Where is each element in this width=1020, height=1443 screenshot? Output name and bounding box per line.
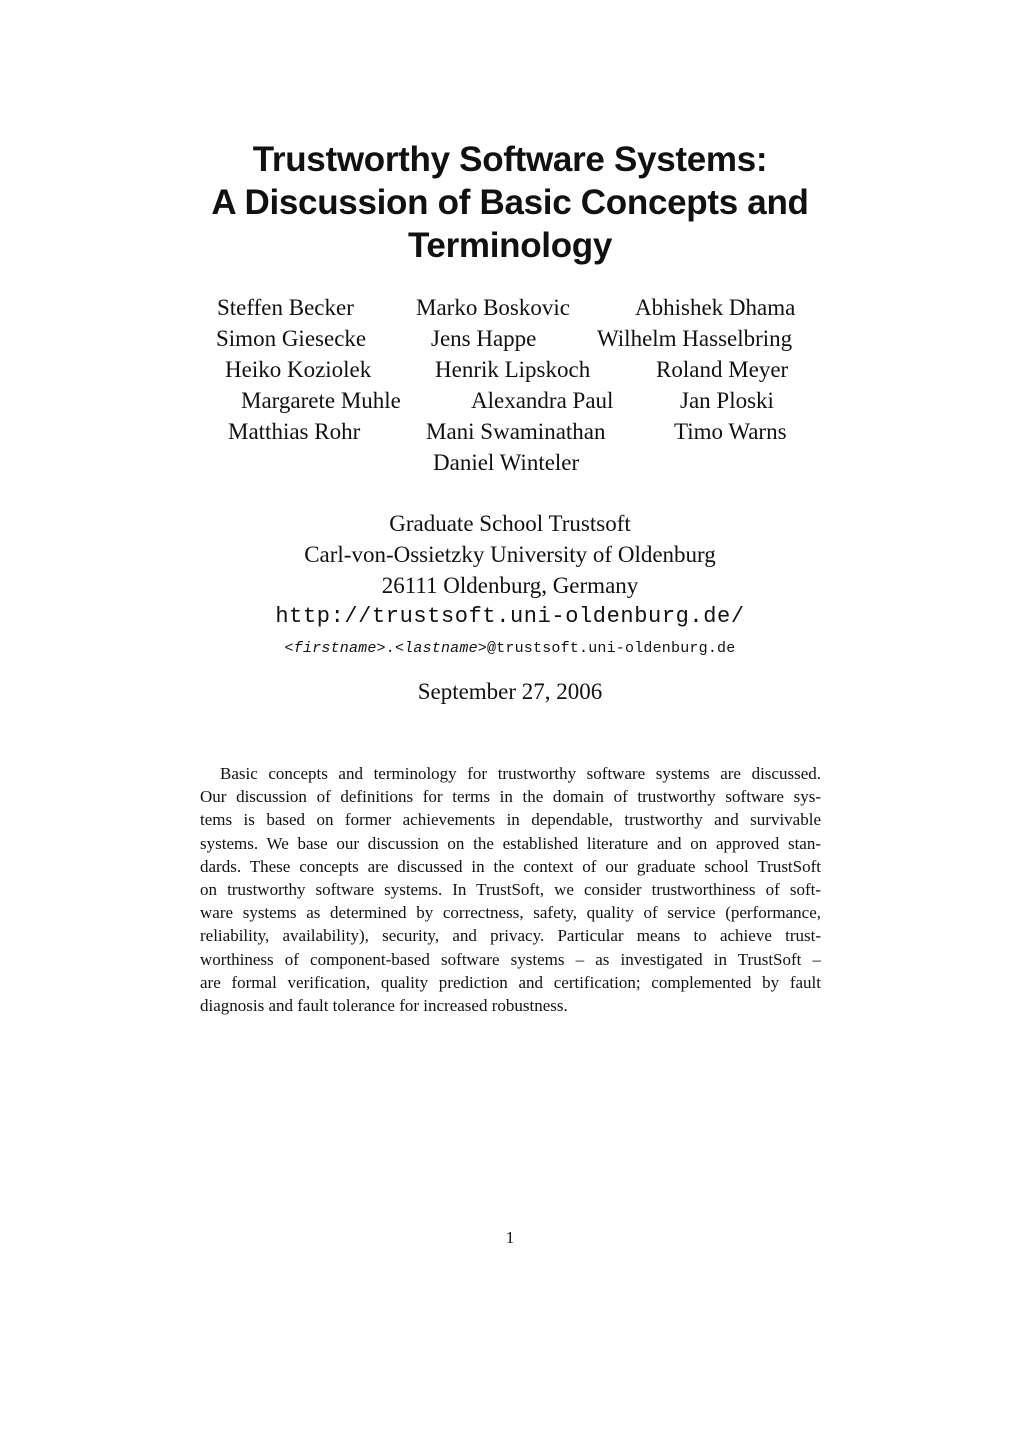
author: Abhishek Dhama — [635, 295, 796, 320]
affiliation-block — [0, 508, 1020, 665]
author: Marko Boskovic — [416, 295, 570, 320]
school-name: Graduate School Trustsoft — [389, 511, 631, 536]
author: Matthias Rohr — [228, 419, 361, 444]
author: Heiko Koziolek — [225, 357, 372, 382]
author: Jens Happe — [431, 326, 537, 351]
abstract-line: are formal verification, quality prediction and certification; complemented by fault — [200, 972, 821, 992]
postal-address: 26111 Oldenburg, Germany — [381, 573, 639, 598]
author: Alexandra Paul — [471, 388, 614, 413]
abstract-line: worthiness of component-based software systems – as investigated in TrustSoft – — [200, 949, 821, 969]
author: Jan Ploski — [680, 388, 774, 413]
author: Wilhelm Hasselbring — [597, 326, 793, 351]
author: Mani Swaminathan — [426, 419, 606, 444]
author-row — [0, 416, 1020, 447]
title-line-3: Terminology — [407, 226, 613, 265]
email-dot: . — [385, 640, 395, 657]
author: Daniel Winteler — [433, 450, 580, 475]
email-lastname: <lastname> — [394, 640, 487, 657]
abstract-line: tems is based on former achievements in dependable, trustworthy and survivable — [200, 810, 821, 830]
email-firstname: <firstname> — [284, 640, 386, 657]
abstract-line: diagnosis and fault tolerance for increased robustness. — [200, 995, 568, 1015]
abstract-line: reliability, availability), security, and privacy. Particular means to achieve trust- — [200, 926, 821, 946]
abstract-line: dards. These concepts are discussed in the context of our graduate school TrustSoft — [200, 856, 821, 876]
university-name: Carl-von-Ossietzky University of Oldenburg — [304, 542, 716, 567]
author: Simon Giesecke — [216, 326, 367, 351]
email-domain: @trustsoft.uni-oldenburg.de — [486, 640, 736, 657]
author-row — [0, 323, 1020, 354]
abstract-line: ware systems as determined by correctness, safety, quality of service (performance, — [200, 903, 821, 923]
abstract-line: Basic concepts and terminology for trustworthy software systems are discussed. — [220, 764, 821, 783]
abstract-line: Our discussion of definitions for terms in the domain of trustworthy software sys- — [200, 787, 821, 807]
abstract — [200, 762, 821, 1017]
paper-title — [0, 138, 1020, 267]
website-url[interactable]: http://trustsoft.uni-oldenburg.de/ — [275, 604, 745, 629]
author-row — [0, 354, 1020, 385]
author: Steffen Becker — [217, 295, 354, 320]
abstract-line: systems. We base our discussion on the established literature and on approved stan- — [200, 833, 821, 853]
author: Henrik Lipskoch — [435, 357, 591, 382]
author-list — [0, 292, 1020, 478]
abstract-line: on trustworthy software systems. In TrustSoft, we consider trustworthiness of soft- — [200, 879, 821, 899]
author: Margarete Muhle — [241, 388, 401, 413]
email-pattern — [0, 632, 1020, 665]
title-line-1: Trustworthy Software Systems: — [252, 140, 768, 179]
title-line-2: A Discussion of Basic Concepts and — [211, 183, 809, 222]
author: Roland Meyer — [656, 357, 789, 382]
author: Timo Warns — [674, 419, 787, 444]
author-row — [0, 385, 1020, 416]
publication-date: September 27, 2006 — [417, 679, 603, 704]
author-row — [0, 447, 1020, 478]
page-number: 1 — [505, 1228, 515, 1247]
author-row — [0, 292, 1020, 323]
